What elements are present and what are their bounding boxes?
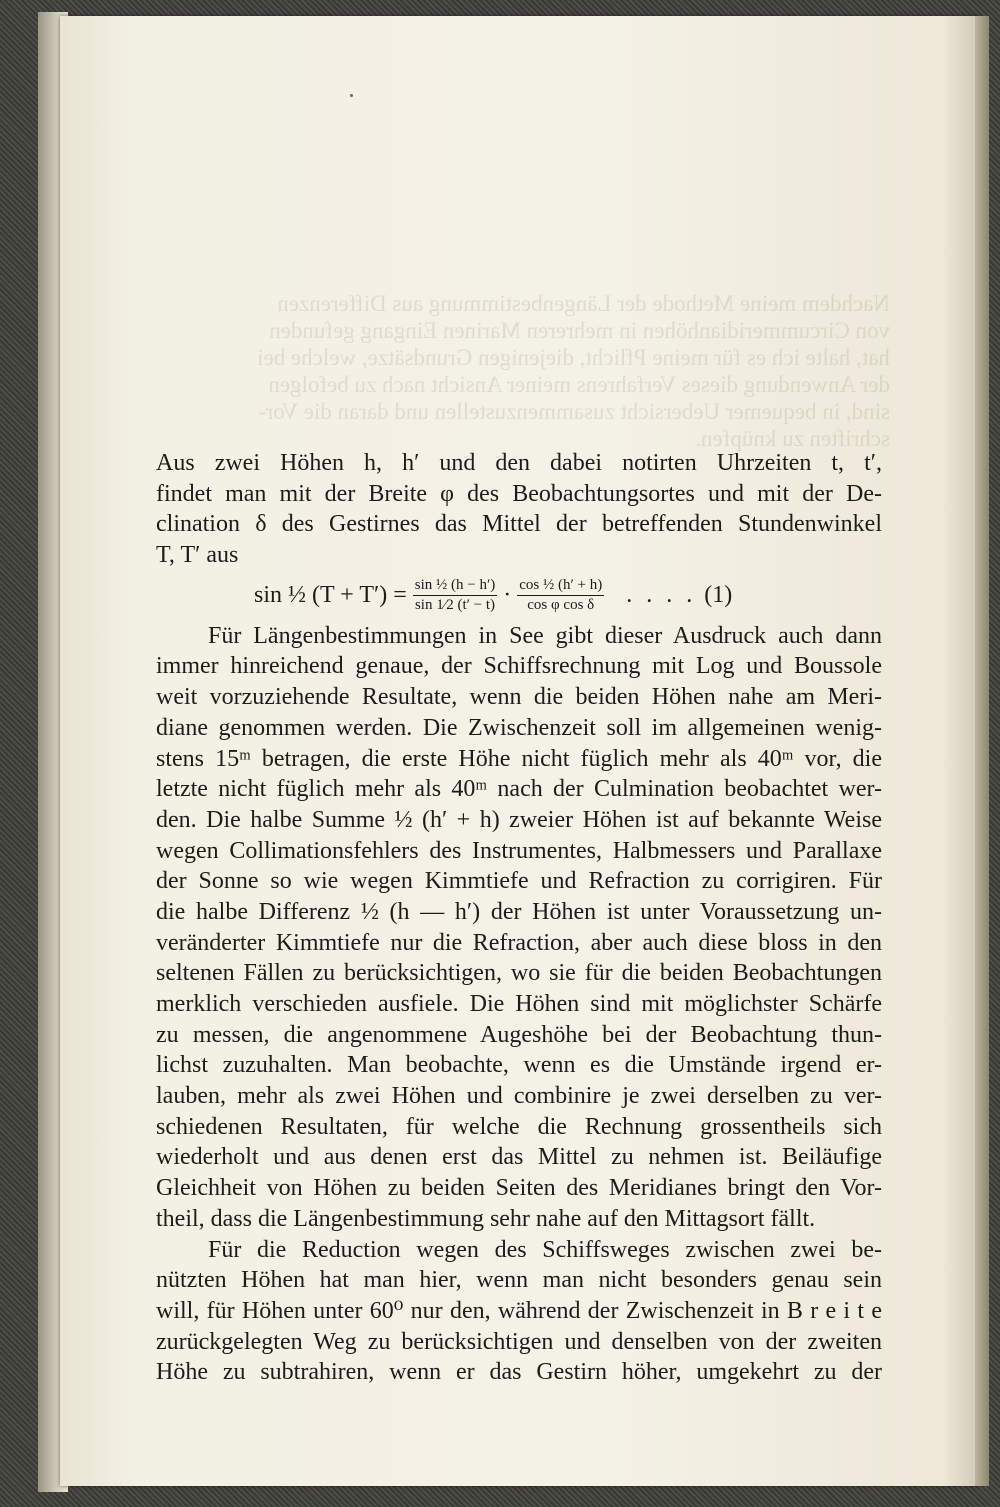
text-line: stens 15ᵐ betragen, die erste Höhe nicht füglich mehr als 40ᵐ vor, die xyxy=(156,745,882,772)
paragraph-intro xyxy=(156,448,882,571)
text-line: will, für Höhen unter 60⁰ nur den, während der Zwischenzeit in B r e i t e xyxy=(156,1297,882,1324)
text-line: lauben, mehr als zwei Höhen und combinire je zwei derselben zu ver- xyxy=(156,1083,882,1110)
bleed-line: hat, halte ich es für meine Pflicht, diejenigen Grundsätze, welche bei xyxy=(257,345,890,370)
text-line: nützten Höhen hat man hier, wenn man nicht besonders genau sein xyxy=(156,1267,882,1294)
fraction-sine-ratio xyxy=(413,577,498,614)
text-line: lichst zuzuhalten. Man beobachte, wenn es die Umstände irgend er- xyxy=(156,1052,882,1079)
text-line: immer hinreichend genaue, der Schiffsrechnung mit Log und Boussole xyxy=(156,653,882,680)
fraction-numerator: cos ½ (h′ + h) xyxy=(517,577,604,596)
text-line: theil, dass die Längenbestimmung sehr nahe auf den Mittagsort fällt. xyxy=(156,1205,816,1232)
text-line: diane genommen werden. Die Zwischenzeit soll im allgemeinen wenig- xyxy=(156,714,882,741)
text-line: veränderter Kimmtiefe nur die Refraction, aber auch diese bloss in den xyxy=(156,929,882,956)
text-line: Für die Reduction wegen des Schiffsweges zwischen zwei be- xyxy=(208,1236,882,1263)
multiply-dot: · xyxy=(503,582,512,609)
text-line: seltenen Fällen zu berücksichtigen, wo sie für die beiden Beobachtungen xyxy=(156,960,882,987)
leader-dots: . . . . xyxy=(626,582,697,609)
equation-1 xyxy=(254,571,882,621)
fraction-denominator: sin 1⁄2 (t′ − t) xyxy=(414,597,496,614)
text-line: zu messen, die angenommene Augeshöhe bei der Beobachtung thun- xyxy=(156,1021,882,1048)
bleed-line: Nachdem meine Methode der Längenbestimmung aus Differenzen xyxy=(277,291,890,316)
text-line: Gleichheit von Höhen zu beiden Seiten des Meridianes bringt den Vor- xyxy=(156,1175,882,1202)
paragraph-reduction xyxy=(156,1235,882,1388)
text-line: schiedenen Resultaten, für welche die Rechnung grossentheils sich xyxy=(156,1113,882,1140)
equation-lhs: sin ½ (T + T′) = xyxy=(254,582,407,609)
text-line: Für Längenbestimmungen in See gibt dieser Ausdruck auch dann xyxy=(208,622,882,649)
text-line: die halbe Differenz ½ (h — h′) der Höhen ist unter Voraussetzung un- xyxy=(156,898,882,925)
text-line: weit vorzuziehende Resultate, wenn die beiden Höhen nahe am Meri- xyxy=(156,684,882,711)
fraction-cosine-ratio xyxy=(517,577,604,614)
right-page-edge xyxy=(975,16,989,1486)
text-line: clination δ des Gestirnes das Mittel der betreffenden Stundenwinkel xyxy=(156,511,882,538)
ink-speck xyxy=(350,94,353,97)
fraction-numerator: sin ½ (h − h′) xyxy=(413,577,498,596)
bleed-line: von Circummeridianhöhen in mehreren Marinen Eingang gefunden xyxy=(269,318,890,343)
fraction-denominator: cos φ cos δ xyxy=(527,597,595,614)
text-line: T, T′ aus xyxy=(156,542,239,569)
bleed-through-text xyxy=(150,290,890,452)
text-line: Aus zwei Höhen h, h′ und den dabei notirten Uhrzeiten t, t′, xyxy=(156,450,882,476)
text-line: den. Die halbe Summe ½ (h′ + h) zweier Höhen ist auf bekannte Weise xyxy=(156,806,882,833)
text-line: Höhe zu subtrahiren, wenn er das Gestirn höher, umgekehrt zu der xyxy=(156,1359,882,1386)
bleed-line: sind, in bequemer Uebersicht zusammenzustellen und daran die Vor- xyxy=(258,399,890,424)
equation-number: (1) xyxy=(704,582,733,609)
text-line: merklich verschieden ausfiele. Die Höhen sind mit möglichster Schärfe xyxy=(156,991,882,1017)
text-line: letzte nicht füglich mehr als 40ᵐ nach der Culmination beobachtet wer- xyxy=(156,776,882,803)
bleed-line: der Anwendung dieses Verfahrens meiner Ansicht nach zu befolgen xyxy=(268,372,890,397)
bleed-line: schriften zu knüpfen. xyxy=(695,426,890,451)
page-body xyxy=(156,448,882,1388)
text-line: wegen Collimationsfehlers des Instrumentes, Halbmessers und Parallaxe xyxy=(156,837,882,864)
text-line: wiederholt und aus denen erst das Mittel zu nehmen ist. Beiläufige xyxy=(156,1144,882,1171)
text-line: zurückgelegten Weg zu berücksichtigen und denselben von der zweiten xyxy=(156,1328,882,1355)
paragraph-longitude xyxy=(156,621,882,1235)
text-line: der Sonne so wie wegen Kimmtiefe und Refraction zu corrigiren. Für xyxy=(156,868,882,895)
text-line: findet man mit der Breite φ des Beobachtungsortes und mit der De- xyxy=(156,480,882,507)
